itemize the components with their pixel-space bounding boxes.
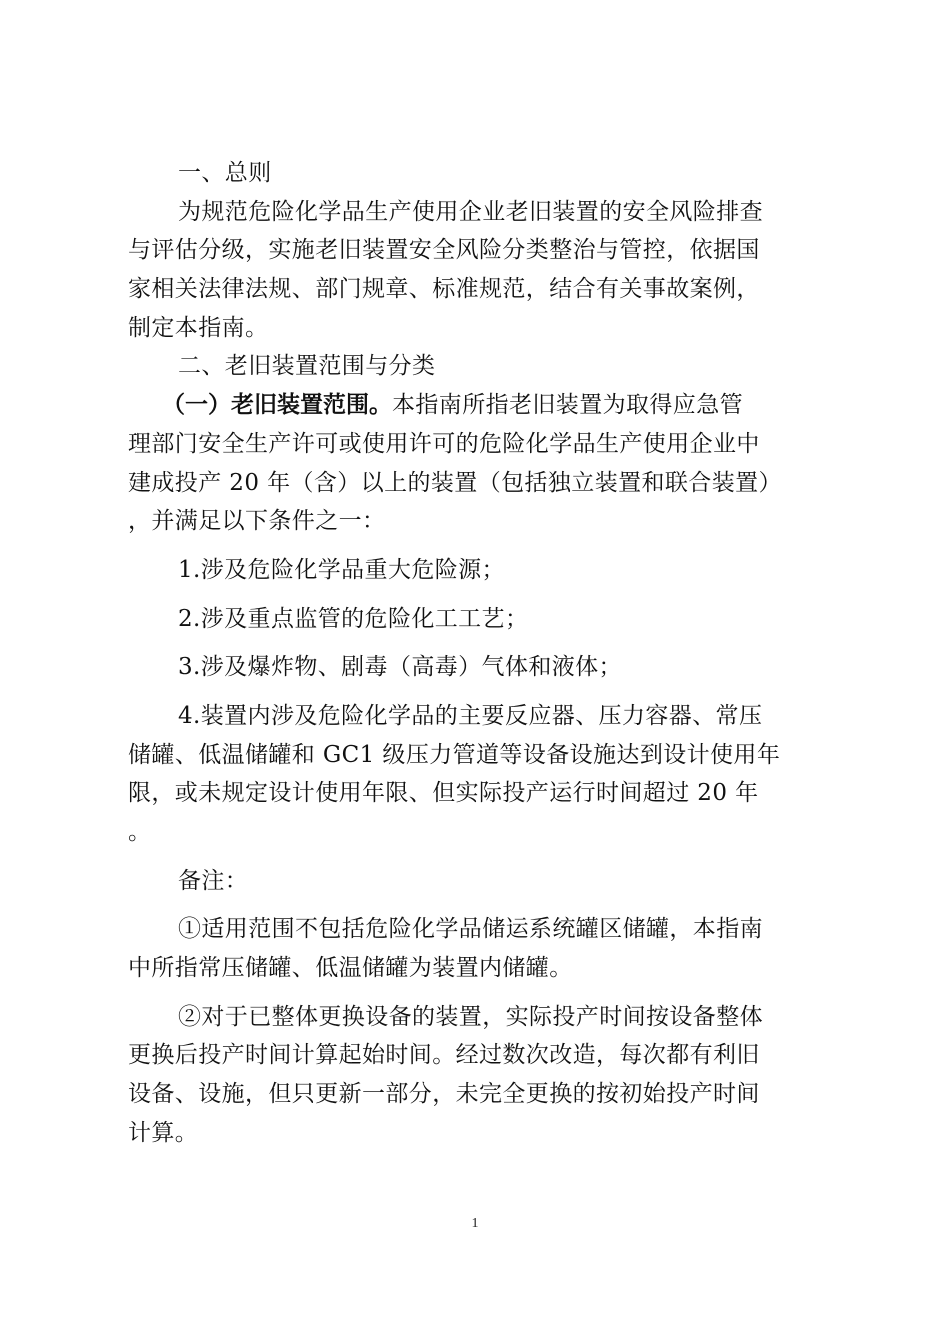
paragraph-line: 中所指常压储罐、低温储罐为装置内储罐。 [128,955,573,982]
paragraph-line: 为规范危险化学品生产使用企业老旧装置的安全风险排查 [178,198,763,225]
heading-scope-classification: 二、老旧装置范围与分类 [178,353,436,380]
paragraph-line: 与评估分级，实施老旧装置安全风险分类整治与管控，依据国 [128,237,760,264]
remark-note-2 [128,998,830,1153]
paragraph-line: 更换后投产时间计算起始时间。经过数次改造，每次都有利旧 [128,1042,760,1069]
paragraph-line: 制定本指南。 [128,314,269,341]
paragraph-line: 。 [128,819,152,845]
section-scope-first-line [128,386,830,425]
section-scope-title: （一）老旧装置范围。 [162,392,392,419]
section-scope [128,386,830,541]
paragraph-line: 储罐、低温储罐和 GC1 级压力管道等设备设施达到设计使用年 [128,741,781,768]
condition-item-1: 1.涉及危险化学品重大危险源； [178,556,505,583]
remark-note-1 [128,910,830,987]
paragraph-line: 理部门安全生产许可或使用许可的危险化学品生产使用企业中 [128,430,760,457]
paragraph-line: ①适用范围不包括危险化学品储运系统罐区储罐，本指南 [178,916,763,943]
condition-item-4 [128,697,830,852]
condition-item-2: 2.涉及重点监管的危险化工工艺； [178,605,529,632]
document-body [128,154,830,1153]
paragraph-line: 4.装置内涉及危险化学品的主要反应器、压力容器、常压 [178,702,763,729]
paragraph-line: 限，或未规定设计使用年限、但实际投产运行时间超过 20 年 [128,780,759,807]
page-number: 1 [471,1216,479,1231]
remarks-label: 备注： [178,867,249,894]
section-scope-text: 本指南所指老旧装置为取得应急管 [392,392,743,419]
paragraph-line: 家相关法律法规、部门规章、标准规范，结合有关事故案例， [128,276,760,303]
paragraph-line: 建成投产 20 年（含）以上的装置（包括独立装置和联合装置） [128,469,782,496]
condition-item-3: 3.涉及爆炸物、剧毒（高毒）气体和液体； [178,654,622,681]
paragraph-line: ，并满足以下条件之一： [128,508,386,535]
paragraph-line: ②对于已整体更换设备的装置，实际投产时间按设备整体 [178,1003,763,1030]
paragraph-purpose [128,193,830,348]
paragraph-line: 计算。 [128,1119,199,1146]
paragraph-line: 设备、设施，但只更新一部分，未完全更换的按初始投产时间 [128,1081,760,1108]
heading-general: 一、总则 [178,160,272,186]
